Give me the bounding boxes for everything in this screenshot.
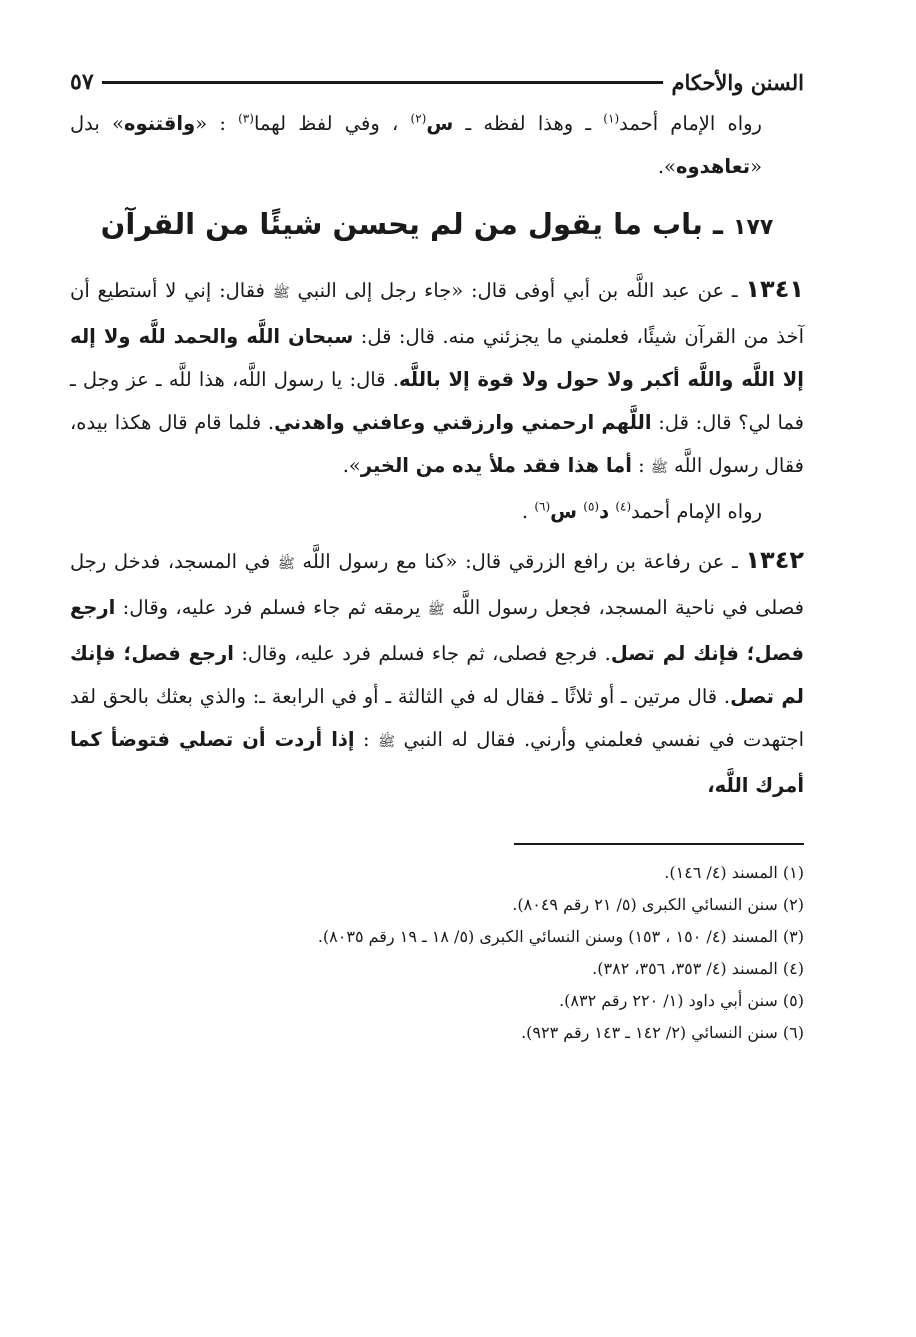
- text: ـ عن عبد اللَّه بن أبي أوفى قال: «جاء رجل إلى النبي: [289, 279, 746, 302]
- chapter-number: ١٧٧: [733, 215, 774, 240]
- emphasis: واقتنوه: [123, 112, 196, 135]
- footnote: (٤) المسند (٤/ ٣٥٣، ٣٥٦، ٣٨٢).: [592, 959, 804, 978]
- source-1341: [70, 490, 804, 533]
- text: فقال: إني لا أستطيع أن آخذ من القرآن شيئًا، فعلمني ما يجزئني منه. قال: قل:: [70, 279, 804, 348]
- emphasis: إذا أردت أن تصلي فتوضأ كما أمرك اللَّه،: [70, 728, 804, 797]
- running-title: السنن والأحكام: [671, 69, 804, 95]
- text: . فرجع فصلى، ثم جاء فسلم فرد عليه، وقال:: [233, 642, 611, 665]
- source-code: س: [426, 112, 454, 135]
- footnote-ref: (٢): [410, 111, 427, 126]
- salutation-glyph: ﷺ: [378, 734, 396, 750]
- emphasis: ارجع فصل؛ فإنك لم تصل: [70, 642, 804, 708]
- text: ».: [342, 454, 361, 477]
- text: » بدل «: [70, 112, 762, 178]
- emphasis: تعاهدوه: [675, 155, 751, 178]
- hadith-number: ١٣٤١: [745, 275, 804, 303]
- text: :: [354, 728, 379, 751]
- text: رواه الإمام أحمد: [631, 500, 762, 523]
- emphasis: اللَّهم ارحمني وارزقني وعافني واهدني: [274, 411, 652, 434]
- book-page: [70, 62, 804, 1049]
- salutation-glyph: ﷺ: [277, 556, 295, 572]
- salutation-glyph: ﷺ: [427, 602, 445, 618]
- text: ».: [657, 155, 676, 178]
- header-rule: [102, 81, 664, 84]
- text: . فلما قام قال هكذا بيده، فقال رسول اللَّه: [70, 411, 804, 477]
- intro-paragraph: [70, 102, 804, 188]
- hadith-1341: [70, 268, 804, 490]
- emphasis: أما هذا فقد ملأ يده من الخير: [360, 454, 632, 477]
- text: ـ: [702, 207, 734, 241]
- text: رواه الإمام أحمد: [619, 112, 762, 135]
- hadith-1342: [70, 539, 804, 807]
- footnotes: [70, 857, 804, 1049]
- page-header: [70, 62, 804, 102]
- chapter-heading: [70, 202, 804, 250]
- text: . قال مرتين ـ أو ثلاثًا ـ فقال له في الثالثة ـ أو في الرابعة ـ: والذي بعثك بالحق لقد اجتهدت في نفسي فعلمني وأرني. فقال له النبي: [70, 685, 804, 751]
- footnote: (١) المسند (٤/ ١٤٦).: [664, 863, 804, 882]
- footnote: (٥) سنن أبي داود (١/ ٢٢٠ رقم ٨٣٢).: [559, 991, 804, 1010]
- text: :: [631, 454, 651, 477]
- footnote: (٢) سنن النسائي الكبرى (٥/ ٢١ رقم ٨٠٤٩).: [512, 895, 804, 914]
- salutation-glyph: ﷺ: [272, 285, 290, 301]
- chapter-title: باب ما يقول من لم يحسن شيئًا من القرآن: [100, 207, 703, 241]
- salutation-glyph: ﷺ: [650, 460, 668, 476]
- text: : «: [195, 112, 239, 135]
- source-code: د: [599, 500, 610, 523]
- footnote: (٣) المسند (٤/ ١٥٠ ، ١٥٣) وسنن النسائي الكبرى (٥/ ١٨ ـ ١٩ رقم ٨٠٣٥).: [317, 927, 804, 946]
- footnote: (٦) سنن النسائي (٢/ ١٤٢ ـ ١٤٣ رقم ٩٢٣).: [521, 1023, 804, 1042]
- text: . قال: يا رسول اللَّه، هذا للَّه ـ عز وجل ـ فما لي؟ قال: قل:: [70, 368, 804, 434]
- text: يرمقه ثم جاء فسلم فرد عليه، وقال:: [115, 596, 428, 619]
- footnote-ref: (٤): [615, 499, 632, 514]
- text: ، وفي لفظ لهما: [253, 112, 411, 135]
- source-code: س: [550, 500, 578, 523]
- footnote-ref: (٣): [238, 111, 254, 126]
- text: ـ وهذا لفظه ـ: [453, 112, 604, 135]
- footnote-ref: (٦): [534, 499, 551, 514]
- text: ـ عن رفاعة بن رافع الزرقي قال: «كنا مع رسول اللَّه: [294, 550, 746, 573]
- text: في المسجد، فدخل رجل فصلى في ناحية المسجد، فجعل رسول اللَّه: [70, 550, 804, 619]
- footnote-separator: [514, 843, 804, 845]
- footnote-ref: (٥): [583, 499, 600, 514]
- text: .: [521, 500, 535, 523]
- emphasis: ارجع فصل؛ فإنك لم تصل: [70, 596, 804, 665]
- emphasis: سبحان اللَّه والحمد للَّه ولا إله إلا اللَّه واللَّه أكبر ولا حول ولا قوة إلا باللَّه: [70, 325, 804, 391]
- footnote-ref: (١): [603, 111, 620, 126]
- page-number: ٥٧: [70, 69, 94, 95]
- hadith-number: ١٣٤٢: [745, 546, 804, 574]
